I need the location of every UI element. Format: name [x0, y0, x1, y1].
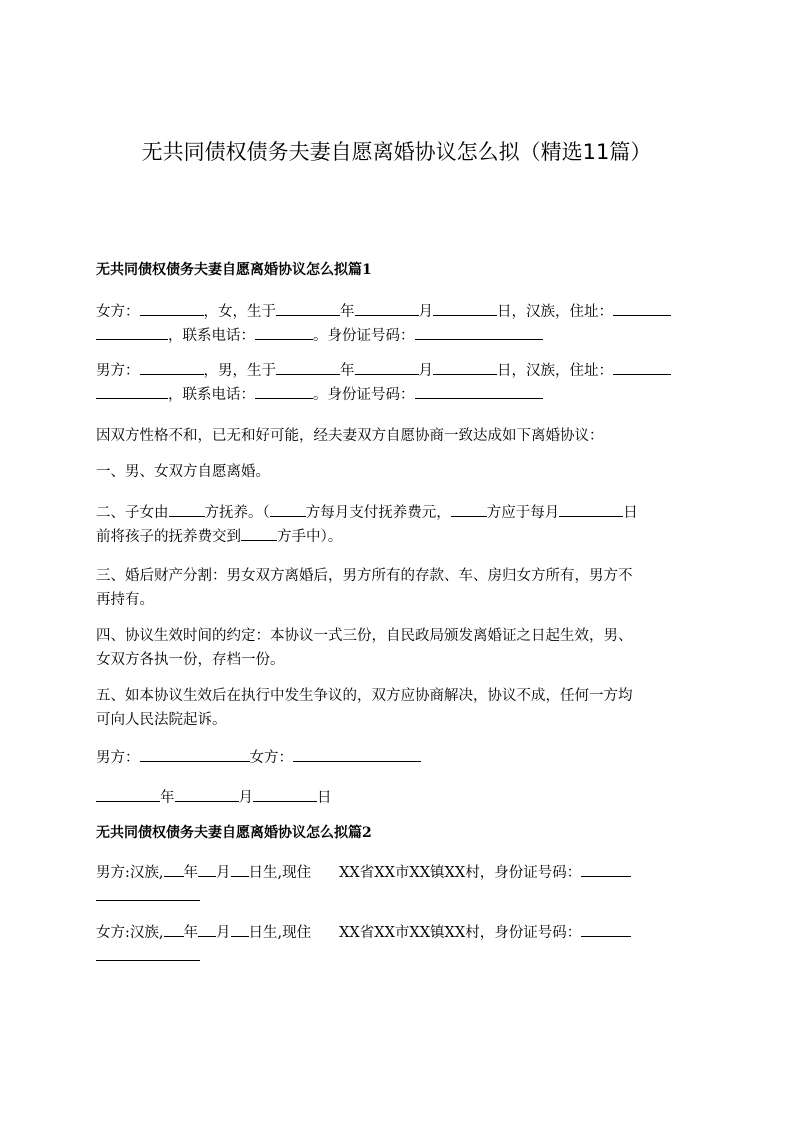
clause-2: 二、子女由 方抚养。（ 方每月支付抚养费元， 方应于每月 日 前将孩子的抚养费交到 方手中）。 — [96, 501, 700, 549]
section-1-heading: 无共同债权债务夫妻自愿离婚协议怎么拟篇1 — [96, 262, 372, 278]
signature-line: 男方： 女方： — [96, 746, 700, 770]
blank-field — [96, 885, 200, 901]
blank-field — [140, 746, 250, 762]
blank-field — [613, 359, 671, 375]
blank-field — [96, 383, 168, 399]
blank-field — [559, 501, 623, 517]
blank-field — [581, 921, 631, 937]
blank-field — [415, 324, 543, 340]
blank-field — [96, 786, 160, 802]
blank-field — [255, 383, 313, 399]
blank-field — [451, 501, 487, 517]
woman-info-paragraph-2: 女方:汉族, 年 月 日生,现住 XX省XX市XX镇XX村，身份证号码： — [96, 921, 700, 969]
blank-field — [164, 861, 184, 877]
document-title: 无共同债权债务夫妻自愿离婚协议怎么拟（精选11篇） — [141, 140, 652, 164]
blank-field — [355, 300, 419, 316]
blank-field — [96, 945, 200, 961]
blank-field — [140, 359, 204, 375]
man-info-paragraph-2: 男方:汉族, 年 月 日生,现住 XX省XX市XX镇XX村，身份证号码： — [96, 861, 700, 909]
blank-field — [293, 746, 421, 762]
blank-field — [241, 525, 277, 541]
section-2-heading: 无共同债权债务夫妻自愿离婚协议怎么拟篇2 — [96, 825, 372, 841]
blank-field — [355, 359, 419, 375]
blank-field — [169, 501, 205, 517]
blank-field — [231, 921, 249, 937]
blank-field — [581, 861, 631, 877]
clause-3: 三、婚后财产分割：男女双方离婚后，男方所有的存款、车、房归女方所有，男方不 再持有。 — [96, 568, 633, 608]
blank-field — [276, 359, 340, 375]
clause-4: 四、协议生效时间的约定：本协议一式三份，自民政局颁发离婚证之日起生效，男、 女双方各执一份，存档一份。 — [96, 628, 633, 668]
blank-field — [140, 300, 204, 316]
clause-5: 五、如本协议生效后在执行中发生争议的，双方应协商解决，协议不成，任何一方均 可向人民法院起诉。 — [96, 688, 633, 728]
man-info-paragraph: 男方： ，男，生于 年 月 日，汉族，住址： ，联系电话： 。身份证号码： — [96, 359, 700, 407]
blank-field — [433, 300, 497, 316]
woman-info-paragraph: 女方： ，女，生于 年 月 日，汉族，住址： ，联系电话： 。身份证号码： — [96, 300, 700, 348]
blank-field — [164, 921, 184, 937]
clause-1: 一、男、女双方自愿离婚。 — [96, 464, 270, 480]
blank-field — [255, 324, 313, 340]
blank-field — [613, 300, 671, 316]
date-line: 年 月 日 — [96, 786, 700, 810]
blank-field — [415, 383, 543, 399]
blank-field — [433, 359, 497, 375]
blank-field — [231, 861, 249, 877]
blank-field — [276, 300, 340, 316]
blank-field — [270, 501, 306, 517]
blank-field — [253, 786, 317, 802]
blank-field — [198, 921, 216, 937]
blank-field — [198, 861, 216, 877]
agreement-intro: 因双方性格不和，已无和好可能，经夫妻双方自愿协商一致达成如下离婚协议： — [96, 428, 604, 444]
blank-field — [96, 324, 168, 340]
blank-field — [175, 786, 239, 802]
